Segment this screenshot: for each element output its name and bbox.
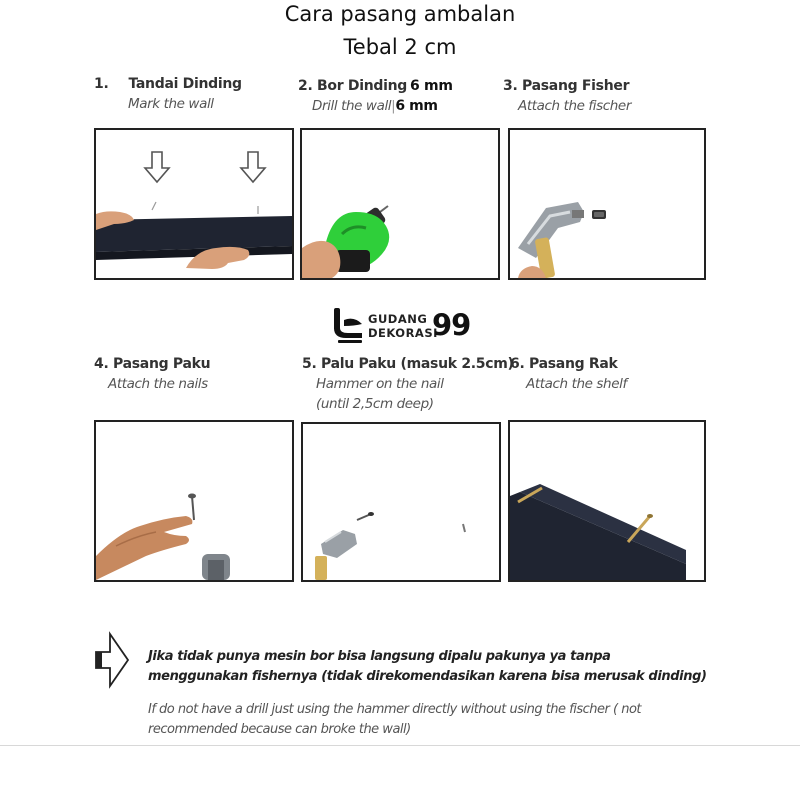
note-english-line-2: recommended because can broke the wall) [148,722,411,737]
step-5-subtitle: Hammer on the nail [316,376,444,392]
attach-shelf-drawing [510,422,704,580]
hammer-head-icon [202,554,230,580]
step-6-subtitle: Attach the shelf [526,376,627,392]
hammer-fischer-drawing [510,130,704,278]
step-3-title: Pasang Fisher [522,78,630,94]
brand-logo [330,306,470,346]
step-4-illustration [94,420,294,582]
nail-icon [463,524,465,532]
mark-wall-drawing [96,130,292,278]
step-5-illustration [301,422,501,582]
step-2-title-extra: 6 mm [410,78,453,94]
step-2-illustration [300,128,500,280]
step-5-title: Palu Paku (masuk 2.5cm) [321,356,514,372]
note-english-line-1: If do not have a drill just using the hammer directly without using the fischer ( not [148,702,641,717]
step-4-subtitle: Attach the nails [108,376,208,392]
step-5-heading [302,356,514,372]
step-2-heading [298,78,453,94]
step-2-subtitle: Drill the wall [312,98,392,114]
note-indonesian-line-1: Jika tidak punya mesin bor bisa langsung dipalu pakunya ya tanpa [148,649,611,664]
logo-line-1: GUDANG [368,312,428,326]
attach-nail-drawing [96,422,292,580]
drill-drawing [302,130,498,278]
step-1-illustration [94,128,294,280]
step-2-title: Bor Dinding [317,78,408,94]
bottom-divider [0,745,800,746]
fischer-anchor-icon [592,210,606,219]
step-4-number: 4. [94,356,109,372]
nail-icon [188,494,196,521]
step-6-number: 6. [510,356,525,372]
step-3-subtitle: Attach the fischer [518,98,631,114]
chair-logo-icon [330,306,366,346]
page-subtitle: Tebal 2 cm [343,35,457,59]
hammer-icon [315,530,357,580]
nail-icon [357,512,374,520]
step-6-title: Pasang Rak [529,356,618,372]
step-3-illustration [508,128,706,280]
step-6-heading [510,356,618,372]
step-4-title: Pasang Paku [113,356,211,372]
step-1-title: Tandai Dinding [128,76,242,92]
right-arrow-icon [94,630,130,690]
step-2-subtitle-row: Drill the wall|6 mm [312,98,438,114]
step-3-heading [503,78,629,94]
logo-number: 99 [432,308,471,342]
step-4-heading [94,356,210,372]
hammer-nail-drawing [303,424,499,580]
step-3-number: 3. [503,78,518,94]
step-5-number: 5. [302,356,317,372]
step-2-number: 2. [298,78,313,94]
step-1-subtitle: Mark the wall [128,96,214,112]
step-1-number: 1. [94,76,109,92]
logo-line-2: DEKORASI [368,326,438,340]
down-arrow-icon [241,152,265,182]
page-title: Cara pasang ambalan [284,2,516,26]
step-2-subtitle-extra: 6 mm [395,98,438,114]
down-arrow-icon [145,152,169,182]
step-1-heading [94,76,242,92]
shelf-board [510,484,686,580]
step-5-subtitle-line2: (until 2,5cm deep) [316,396,434,412]
step-6-illustration [508,420,706,582]
note-indonesian-line-2: menggunakan fishernya (tidak direkomendasikan karena bisa merusak dinding) [148,669,707,684]
